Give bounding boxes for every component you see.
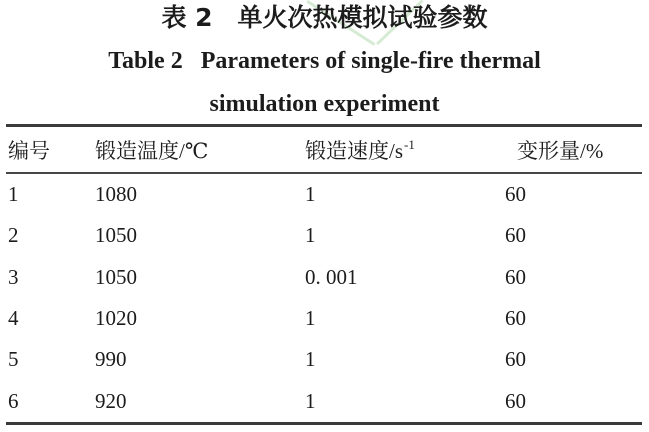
table-row: [6, 380, 642, 421]
cell-speed: 1: [305, 182, 316, 207]
cell-temperature: 1050: [95, 264, 137, 289]
col-header-deformation: 变形量/%: [517, 138, 604, 163]
cell-id: 2: [8, 223, 19, 248]
cell-id: 3: [8, 264, 19, 289]
table-header-row: [6, 127, 642, 174]
cell-temperature: 1020: [95, 306, 137, 331]
cell-speed: 1: [305, 347, 316, 372]
table-row: [6, 339, 642, 380]
cell-speed: 1: [305, 223, 316, 248]
cell-temperature: 1050: [95, 223, 137, 248]
table-caption-en-line2: simulation experiment: [209, 91, 440, 117]
cell-deformation: 60: [505, 306, 526, 331]
cell-temperature: 920: [95, 388, 127, 413]
table-row: [6, 174, 642, 215]
cell-deformation: 60: [505, 264, 526, 289]
col-header-forging-temperature: 锻造温度/℃: [95, 138, 209, 163]
col-header-id: 编号: [8, 138, 50, 163]
table-row: [6, 257, 642, 298]
cell-id: 6: [8, 388, 19, 413]
cell-deformation: 60: [505, 347, 526, 372]
cell-deformation: 60: [505, 182, 526, 207]
table-row: [6, 298, 642, 339]
cell-speed: 1: [305, 306, 316, 331]
cell-id: 4: [8, 306, 19, 331]
forging-speed-label: 锻造速度/s: [305, 138, 404, 163]
table-row: [6, 215, 642, 256]
parameters-table: [6, 124, 642, 425]
cell-deformation: 60: [505, 388, 526, 413]
col-header-forging-speed: [303, 135, 503, 165]
cell-speed: 1: [305, 388, 316, 413]
forging-speed-exponent: -1: [404, 136, 415, 152]
table-caption-zh: 表 2 单火次热模拟试验参数: [161, 3, 488, 32]
cell-id: 1: [8, 182, 19, 207]
cell-temperature: 1080: [95, 182, 137, 207]
table-caption-en-line1: Table 2 Parameters of single-fire thermal: [108, 48, 541, 74]
cell-speed: 0. 001: [305, 264, 358, 289]
cell-deformation: 60: [505, 223, 526, 248]
cell-id: 5: [8, 347, 19, 372]
cell-temperature: 990: [95, 347, 127, 372]
